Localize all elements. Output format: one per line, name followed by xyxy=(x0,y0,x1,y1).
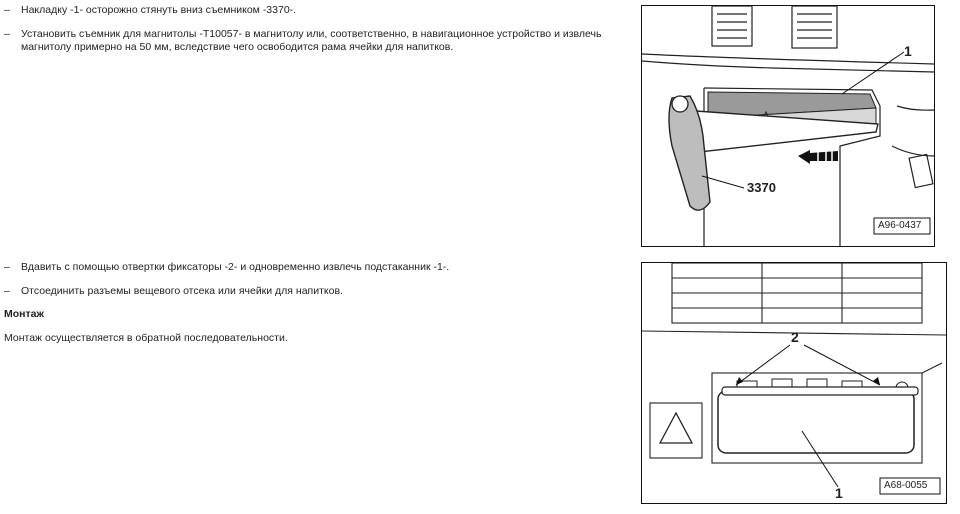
figure-trim-removal xyxy=(641,5,935,247)
step-text: Вдавить с помощью отвертки фиксаторы -2- и одновременно извлечь подстаканник -1-. xyxy=(21,261,450,273)
figure-ref-label: A68-0055 xyxy=(884,480,928,491)
step-remove-trim xyxy=(4,4,614,17)
figure-ref-label: A96-0437 xyxy=(878,220,922,231)
callout-1-label: 1 xyxy=(835,485,843,501)
figure-cupholder-removal-drawing xyxy=(642,263,946,503)
callout-1-label: 1 xyxy=(904,43,912,59)
figure-trim-removal-drawing xyxy=(642,6,934,246)
list-dash: – xyxy=(4,261,10,273)
callout-3370-label: 3370 xyxy=(747,180,776,195)
list-dash: – xyxy=(4,4,10,16)
step-text: Установить съемник для магнитолы -T10057- в магнитолу или, соответственно, в навигационное устройство и извлечь магнитолу примерно на 50 мм, вследствие чего освободится рама ячейки для напитков. xyxy=(21,28,602,53)
section-text: Монтаж осуществляется в обратной последовательности. xyxy=(4,332,288,344)
step-text: Накладку -1- осторожно стянуть вниз съемником -3370-. xyxy=(21,4,297,16)
list-dash: – xyxy=(4,285,10,297)
list-dash: – xyxy=(4,28,10,40)
step-press-latches xyxy=(4,261,614,274)
step-install-puller xyxy=(4,28,614,54)
figure-cupholder-removal xyxy=(641,262,947,504)
section-heading: Монтаж xyxy=(4,308,44,320)
callout-2-label: 2 xyxy=(791,329,799,345)
step-disconnect-connectors xyxy=(4,285,614,298)
step-text: Отсоединить разъемы вещевого отсека или ячейки для напитков. xyxy=(21,285,343,297)
